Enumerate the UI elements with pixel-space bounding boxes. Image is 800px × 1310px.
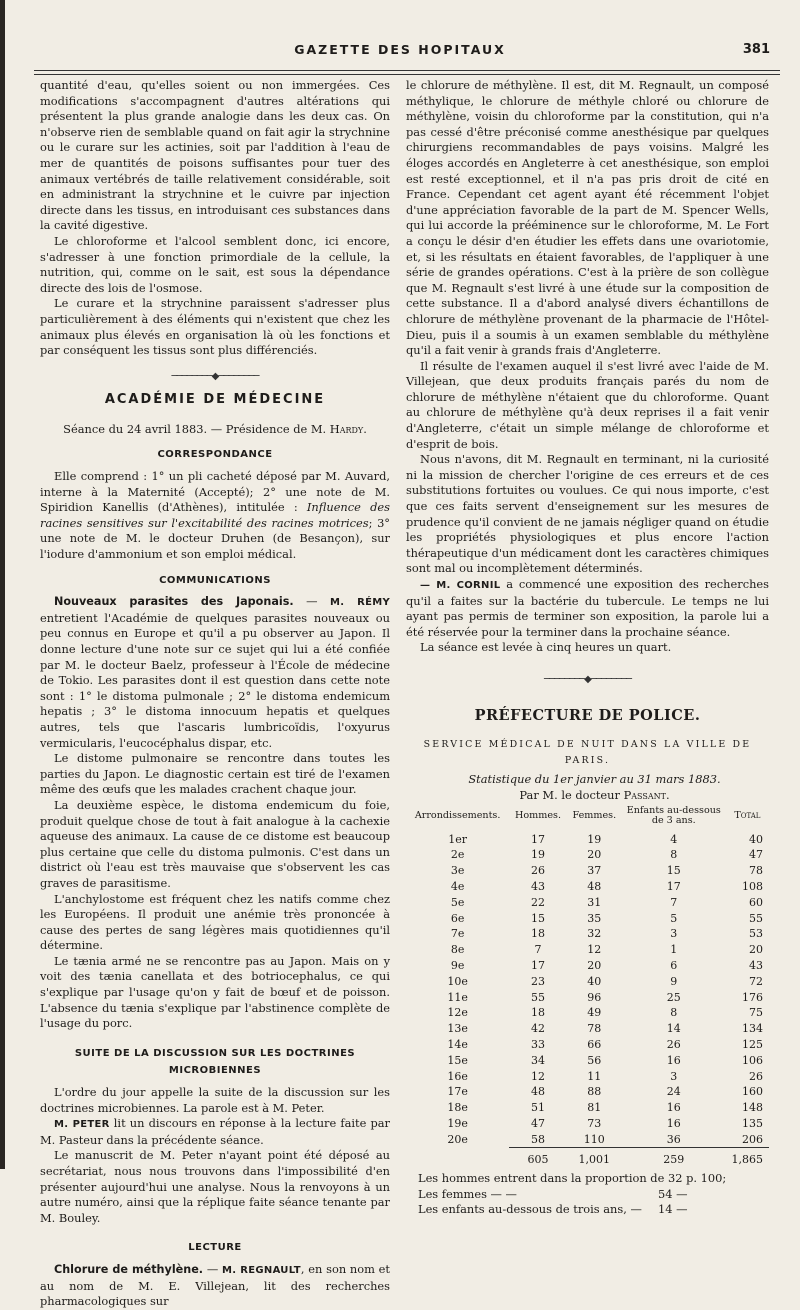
table-cell: 4e bbox=[450, 880, 465, 894]
session-line: Séance du 24 avril 1883. — Présidence de M. Hardy. bbox=[63, 421, 367, 436]
table-cell: 110 bbox=[583, 1132, 605, 1146]
table-row bbox=[406, 832, 769, 848]
paragraph: Nous n'avons, dit M. Regnault en terminant, ni la curiosité ni la mission de chercher l'origine de ces erreurs et de ces substitutions fortuites ou voulues. Ce qui nous importe, c'est que ces faits servent d'enseignement sur les mesures de prudence qu'il convient de ne jamais négliger quand on étudie les propriétés physiologiques et plus encore l'action thérapeutique d'un médicament dont les caractères chimiques sont mal ou incomplètement déterminés. bbox=[406, 452, 769, 576]
table-cell: 8e bbox=[450, 943, 465, 957]
table-cell: 15 bbox=[666, 864, 681, 878]
table-cell: 7 bbox=[534, 943, 542, 957]
left-column bbox=[40, 78, 390, 1310]
table-cell: 19 bbox=[587, 832, 602, 846]
paragraph: Le chloroforme et l'alcool semblent donc, ici encore, s'adresser à une fonction primordiale de la cellule, la nutrition, qui, comme on le sait, est sous la dépendance directe des lois de l'osmose. bbox=[40, 233, 390, 295]
table-cell: 6e bbox=[450, 911, 465, 925]
table-cell: 20 bbox=[587, 959, 602, 972]
paragraph-closing: La séance est levée à cinq heures un quart. bbox=[420, 640, 672, 655]
service-line: SERVICE MÉDICAL DE NUIT DANS LA VILLE DE PARIS. bbox=[423, 739, 752, 766]
table-body bbox=[406, 832, 769, 1168]
parasites-text: entretient l'Académie de quelques parasites nouveaux ou peu connus en Europe et qu'il a pu observer au Japon. Il donne lecture d'une note sur ce sujet qui lui a été confiée par M. le docteur Baelz, professeur à l'École de médecine de Tokio. Les parasites dont il est question dans cette note sont : 1° le distoma pulmonale ; 2° le distoma endemicum hepatis ; 3° le distoma innocuum hepatis et quelques autres, tels que l'ascaris lumbricoïdis, l'oxyurus vermicularis, l'eucocéphalus dispar, etc. bbox=[40, 610, 390, 750]
table-cell: 55 bbox=[531, 990, 546, 1004]
table-cell: 24 bbox=[666, 1085, 681, 1099]
table-cell: 11e bbox=[447, 990, 468, 1004]
proportion-value: 54 — bbox=[658, 1186, 688, 1201]
table-cell: 11 bbox=[587, 1069, 602, 1083]
table-cell: 22 bbox=[531, 895, 546, 909]
correspondance-italic-title: Influence des racines sensitives sur l'excitabilité des racines motrices bbox=[40, 500, 391, 530]
table-row bbox=[406, 1132, 769, 1148]
subheading-communications: COMMUNICATIONS bbox=[159, 574, 271, 586]
paragraph: le chlorure de méthylène. Il est, dit M. Regnault, un composé méthylique, le chlorure de méthyle chloré ou chlorure de méthylène, voisin du chloroforme par la constitution, qui n'a pas cessé d'être préconisé comme anesthésique par quelques chirurgiens recommandables de pays voisins. Malgré les éloges accordés en Angleterre à cet anesthésique, son emploi est resté exceptionnel, et il n'a pas pris droit de cité en France. Cependant cet agent ayant été récemment l'objet d'une appréciation favorable de la part de M. Spencer Wells, qui lui accorde la prééminence sur le chloroforme, M. Le Fort a conçu le désir d'en étudier les effets dans une ovariotomie, et, si les résultats en étaient favorables, de l'appliquer à une série de grandes opérations. C'est à la prière de son collègue que M. Regnault s'est livré à une étude sur la composition de cette substance. Il a d'abord analysé divers échantillons de chlorure de méthylène provenant de la pharmacie de l'Hôtel-Dieu, puis il a soumis à un examen semblable du méthylène qu'il a fait venir à grands frais d'Angleterre. bbox=[406, 78, 769, 358]
table-cell: 20e bbox=[447, 1133, 468, 1147]
table-cell: 75 bbox=[749, 1006, 763, 1020]
table-row bbox=[406, 847, 769, 863]
header-rule bbox=[34, 70, 780, 71]
table-cell: 78 bbox=[587, 1022, 602, 1036]
total-cell bbox=[406, 1148, 509, 1167]
total-cell: 1,001 bbox=[567, 1148, 622, 1167]
table-cell: 14e bbox=[447, 1037, 468, 1051]
table-cell: 8 bbox=[670, 848, 678, 862]
header-rule-thin bbox=[34, 74, 780, 75]
correspondance-text-end: ; 3° une note de M. le docteur Druhen (de Besançon), sur l'iodure d'ammonium et son emploi médical. bbox=[40, 515, 391, 562]
table-cell: 26 bbox=[531, 864, 546, 878]
table-cell: 31 bbox=[587, 895, 602, 909]
table-cell: 36 bbox=[666, 1132, 681, 1146]
table-cell: 72 bbox=[749, 974, 763, 988]
table-cell: 14 bbox=[666, 1022, 681, 1036]
table-cell: 78 bbox=[749, 864, 763, 878]
table-cell: 40 bbox=[587, 974, 602, 988]
table-row bbox=[406, 1053, 769, 1069]
page-number: 381 bbox=[742, 42, 770, 57]
table-cell: 26 bbox=[749, 1069, 763, 1083]
table-total-row bbox=[406, 1148, 769, 1167]
speaker-regnault: M. REGNAULT bbox=[221, 1264, 301, 1276]
column-header: Hommes. bbox=[515, 809, 562, 821]
table-row bbox=[406, 1021, 769, 1037]
table-cell: 108 bbox=[742, 880, 763, 894]
table-row bbox=[406, 1084, 769, 1100]
statistics-title: Statistique du 1er janvier au 31 mars 1883. bbox=[468, 772, 721, 787]
table-cell: 43 bbox=[531, 880, 546, 894]
table-cell: 4 bbox=[670, 832, 678, 846]
table-cell: 16 bbox=[666, 1101, 681, 1115]
table-cell: 12 bbox=[531, 1069, 546, 1083]
table-row bbox=[406, 974, 769, 990]
proportion-label: Les hommes entrent dans la proportion de 32 p. 100; bbox=[418, 1171, 727, 1186]
section-title-academie: ACADÉMIE DE MÉDECINE bbox=[104, 392, 326, 408]
table-cell: 60 bbox=[749, 895, 763, 909]
table-cell: 42 bbox=[531, 1022, 546, 1036]
table-cell: 3e bbox=[450, 864, 465, 878]
table-row bbox=[406, 958, 769, 974]
table-cell: 12 bbox=[587, 943, 602, 957]
table-cell: 160 bbox=[742, 1085, 763, 1099]
table-cell: 17 bbox=[531, 832, 546, 846]
total-cell: 605 bbox=[509, 1148, 567, 1167]
table-cell: 206 bbox=[742, 1132, 763, 1146]
table-cell: 55 bbox=[749, 911, 763, 925]
table-cell: 37 bbox=[587, 864, 602, 878]
table-row bbox=[406, 990, 769, 1006]
proportion-label: Les enfants au-dessous de trois ans, — bbox=[418, 1202, 642, 1217]
column-header: Arrondissements. bbox=[414, 809, 501, 821]
table-cell: 16 bbox=[666, 1116, 681, 1130]
table-cell: 3 bbox=[670, 927, 678, 941]
table-cell: 20 bbox=[587, 848, 602, 862]
table-cell: 18e bbox=[447, 1101, 468, 1115]
table-cell: 25 bbox=[666, 990, 681, 1004]
proportion-line bbox=[418, 1171, 769, 1187]
table-cell: 10e bbox=[447, 974, 468, 988]
author-name: Passant bbox=[623, 787, 666, 802]
table-row bbox=[406, 1100, 769, 1116]
table-cell: 47 bbox=[749, 848, 763, 862]
table-row bbox=[406, 926, 769, 942]
table-cell: 18 bbox=[531, 1006, 546, 1020]
paragraph: Le tænia armé ne se rencontre pas au Japon. Mais on y voit des tænia canellata et des botriocephalus, ce qui s'explique par l'usage qu'on y fait de bœuf et de poisson. L'absence du tænia s'explique par l'abstinence complète de l'usage du porc. bbox=[40, 953, 390, 1031]
table-cell: 66 bbox=[587, 1037, 602, 1051]
table-row bbox=[406, 895, 769, 911]
table-cell: 34 bbox=[531, 1053, 546, 1067]
paragraph-peter bbox=[40, 1116, 390, 1148]
peter-text: lit un discours en réponse à la lecture faite par M. Pasteur dans la précédente séance. bbox=[40, 1116, 390, 1147]
cornil-text: a commencé une exposition des recherches qu'il a faites sur la bactérie du tubercule. Le temps ne lui ayant pas permis de terminer son exposition, la parole lui a été réservée pour la terminer dans la prochaine séance. bbox=[406, 577, 769, 639]
table-cell: 47 bbox=[531, 1116, 546, 1130]
section-title-prefecture: PRÉFECTURE DE POLICE. bbox=[474, 706, 701, 724]
table-cell: 7e bbox=[450, 927, 465, 941]
table-cell: 15e bbox=[447, 1053, 468, 1067]
table-cell: 13e bbox=[447, 1022, 468, 1036]
table-cell: 106 bbox=[742, 1053, 763, 1067]
table-cell: 135 bbox=[742, 1116, 763, 1130]
table-row bbox=[406, 1037, 769, 1053]
table-cell: 23 bbox=[531, 974, 546, 988]
page-spine-shadow bbox=[0, 0, 5, 1169]
proportion-line bbox=[418, 1202, 769, 1218]
statistics-table bbox=[406, 804, 769, 1168]
table-cell: 33 bbox=[531, 1037, 546, 1051]
table-cell: 1 bbox=[670, 943, 678, 957]
table-cell: 3 bbox=[670, 1069, 678, 1083]
table-cell: 18 bbox=[531, 927, 546, 941]
table-row bbox=[406, 911, 769, 927]
column-header: Total bbox=[734, 809, 761, 821]
session-text: Séance du 24 avril 1883. — Présidence de M. bbox=[63, 421, 327, 436]
proportion-value: 14 — bbox=[658, 1202, 688, 1217]
table-cell: 176 bbox=[742, 990, 763, 1004]
table-cell: 19 bbox=[531, 848, 546, 862]
speaker-cornil: — M. CORNIL bbox=[420, 580, 501, 591]
table-cell: 35 bbox=[587, 911, 602, 925]
correspondance-text: Elle comprend : 1° un pli cacheté déposé par M. Auvard, interne à la Maternité (Accepté); 2° une note de M. Spiridion Kanellis (d'Athènes), intitulée : bbox=[40, 469, 390, 515]
table-cell: 8 bbox=[670, 1006, 678, 1020]
paragraph: Le manuscrit de M. Peter n'ayant point été déposé au secrétariat, nous nous trouvons dans l'impossibilité d'en présenter aujourd'hui une analyse. Nous la renvoyons à un autre numéro, ainsi que la réplique faite séance tenante par M. Bouley. bbox=[40, 1148, 390, 1225]
table-cell: 48 bbox=[531, 1085, 546, 1099]
paragraph: Le distome pulmonaire se rencontre dans toutes les parties du Japon. Le diagnostic certain est tiré de l'examen même des œufs que les malades crachent chaque jour. bbox=[40, 751, 390, 797]
paragraph: L'anchylostome est fréquent chez les natifs comme chez les Européens. Il produit une anémie très prononcée à cause des pertes de sang légères mais quotidiennes qu'il détermine. bbox=[40, 891, 390, 953]
author-prefix: Par M. le docteur bbox=[519, 787, 620, 802]
paragraph-parasites: Nouveaux parasites des Japonais. — M. RÉMY entretient l'Académie de quelques parasites nouveaux ou peu connus en Europe et qu'il a pu observer au Japon. Il donne lecture d'une note sur ce sujet qui lui a été confiée par M. le docteur Baelz, professeur à l'École de médecine de Tokio. Les parasites dont il est question dans cette note sont : 1° le distoma pulmonale ; 2° le distoma endemicum hepatis ; 3° le distoma innocuum hepatis et quelques autres, tels que l'ascaris lumbricoïdis, l'oxyurus vermicularis, l'eucocéphalus dispar, etc. bbox=[40, 594, 390, 750]
subheading-discussion-2: MICROBIENNES bbox=[168, 1065, 262, 1077]
table-cell: 9e bbox=[450, 959, 465, 972]
speaker-peter: M. PETER bbox=[54, 1119, 110, 1131]
table-cell: 6 bbox=[670, 959, 678, 972]
paragraph: La deuxième espèce, le distoma endemicum du foie, produit quelque chose de tout à fait analogue à la cachexie aqueuse des animaux. La cause de ce distome est beaucoup plus certaine que celle du distoma pulmonis. C'est dans un district où l'eau est très mauvaise que s'observent les cas graves de parasitisme. bbox=[40, 797, 390, 890]
table-cell: 96 bbox=[587, 990, 602, 1004]
table-row bbox=[406, 1116, 769, 1132]
subheading-lecture: LECTURE bbox=[188, 1242, 242, 1254]
table-cell: 40 bbox=[749, 832, 763, 846]
table-cell: 7 bbox=[670, 895, 678, 909]
paragraph-correspondance bbox=[40, 469, 390, 563]
table-cell: 17 bbox=[666, 880, 681, 894]
parasites-title: Nouveaux parasites des Japonais. bbox=[54, 595, 294, 609]
table-cell: 1er bbox=[448, 832, 467, 846]
table-cell: 148 bbox=[742, 1101, 763, 1115]
table-header-row bbox=[406, 804, 769, 832]
table-cell: 125 bbox=[742, 1037, 763, 1051]
table-cell: 12e bbox=[447, 1006, 468, 1020]
paragraph: quantité d'eau, qu'elles soient ou non immergées. Ces modifications s'accompagnent d'autres altérations qui présentent la plus grande analogie dans les deux cas. On n'observe rien de semblable quand on fait agir la strychnine ou le curare sur les actinies, soit par l'addition à l'eau de mer de quantités de poisons suffisantes pour tuer des animaux vertébrés de taille relativement considérable, soit en administrant la strychnine et le cuivre par injection directe dans les tissus, en introduisant ces substances dans la cavité digestive. bbox=[40, 78, 390, 233]
table-cell: 81 bbox=[587, 1101, 602, 1115]
table-cell: 32 bbox=[587, 927, 602, 941]
table-cell: 51 bbox=[531, 1101, 546, 1115]
table-cell: 5e bbox=[450, 895, 465, 909]
proportion-line bbox=[418, 1187, 769, 1203]
chlorure-title: Chlorure de méthylène. bbox=[54, 1262, 204, 1276]
table-cell: 5 bbox=[670, 911, 678, 925]
chlorure-text: , en son nom et au nom de M. E. Villejean, lit des recherches pharmacologiques sur bbox=[40, 1261, 390, 1309]
table-row bbox=[406, 942, 769, 958]
paragraph: L'ordre du jour appelle la suite de la discussion sur les doctrines microbiennes. La parole est à M. Peter. bbox=[40, 1085, 390, 1115]
right-column bbox=[406, 78, 769, 1218]
table-cell: 9 bbox=[670, 974, 678, 988]
ornamental-separator: ────────◆──────── bbox=[171, 370, 259, 382]
table-cell: 16 bbox=[666, 1053, 681, 1067]
table-row bbox=[406, 879, 769, 895]
paragraph: Le curare et la strychnine paraissent s'adresser plus particulièrement à des éléments qui n'existent que chez les animaux plus élevés en organisation là où les fonctions et par conséquent les tissus sont plus différenciés. bbox=[40, 296, 390, 358]
proportions-block bbox=[418, 1171, 769, 1218]
table-cell: 19e bbox=[447, 1116, 468, 1130]
table-cell: 73 bbox=[587, 1116, 602, 1130]
column-header: Enfants au-dessous de 3 ans. bbox=[626, 804, 721, 826]
table-row bbox=[406, 1068, 769, 1084]
proportion-label: Les femmes — — bbox=[418, 1186, 517, 1201]
table-cell: 43 bbox=[749, 959, 763, 972]
table-cell: 58 bbox=[531, 1132, 546, 1146]
table-cell: 134 bbox=[742, 1022, 763, 1036]
table-cell: 16e bbox=[447, 1069, 468, 1083]
statistics-author: Par M. le docteur Passant. bbox=[519, 787, 670, 802]
page-header bbox=[0, 40, 800, 62]
paragraph-cornil bbox=[406, 577, 769, 640]
ornamental-separator: ────────◆──────── bbox=[543, 673, 632, 685]
table-row bbox=[406, 863, 769, 879]
table-cell: 53 bbox=[749, 927, 763, 941]
table-cell: 2e bbox=[450, 848, 465, 862]
column-header: Femmes. bbox=[572, 809, 617, 821]
table-cell: 48 bbox=[587, 880, 602, 894]
table-cell: 88 bbox=[587, 1085, 602, 1099]
total-cell: 259 bbox=[622, 1148, 726, 1167]
subheading-discussion-1: SUITE DE LA DISCUSSION SUR LES DOCTRINES bbox=[74, 1047, 356, 1059]
table-cell: 56 bbox=[587, 1053, 602, 1067]
paragraph-chlorure: Chlorure de méthylène. — M. REGNAULT, en son nom et au nom de M. E. Villejean, lit des recherches pharmacologiques sur bbox=[40, 1261, 390, 1309]
total-cell: 1,865 bbox=[726, 1148, 769, 1167]
table-cell: 20 bbox=[749, 943, 763, 957]
paragraph: Il résulte de l'examen auquel il s'est livré avec l'aide de M. Villejean, que deux produits français parés du nom de chlorure de méthylène n'étaient que du chloroforme. Quant au chlorure de méthylène qu'à deux reprises il a fait venir d'Angleterre, c'était un simple mélange de chloroforme et d'esprit de bois. bbox=[406, 358, 769, 451]
table-cell: 17e bbox=[447, 1085, 468, 1099]
table-cell: 26 bbox=[666, 1037, 681, 1051]
speaker-remy: M. RÉMY bbox=[330, 597, 390, 609]
session-president: Hardy bbox=[329, 421, 364, 436]
table-row bbox=[406, 1005, 769, 1021]
journal-title: GAZETTE DES HOPITAUX bbox=[294, 42, 506, 57]
table-cell: 15 bbox=[531, 911, 546, 925]
subheading-correspondance: CORRESPONDANCE bbox=[157, 449, 273, 461]
table-cell: 49 bbox=[587, 1006, 602, 1020]
table-cell: 17 bbox=[531, 959, 546, 972]
